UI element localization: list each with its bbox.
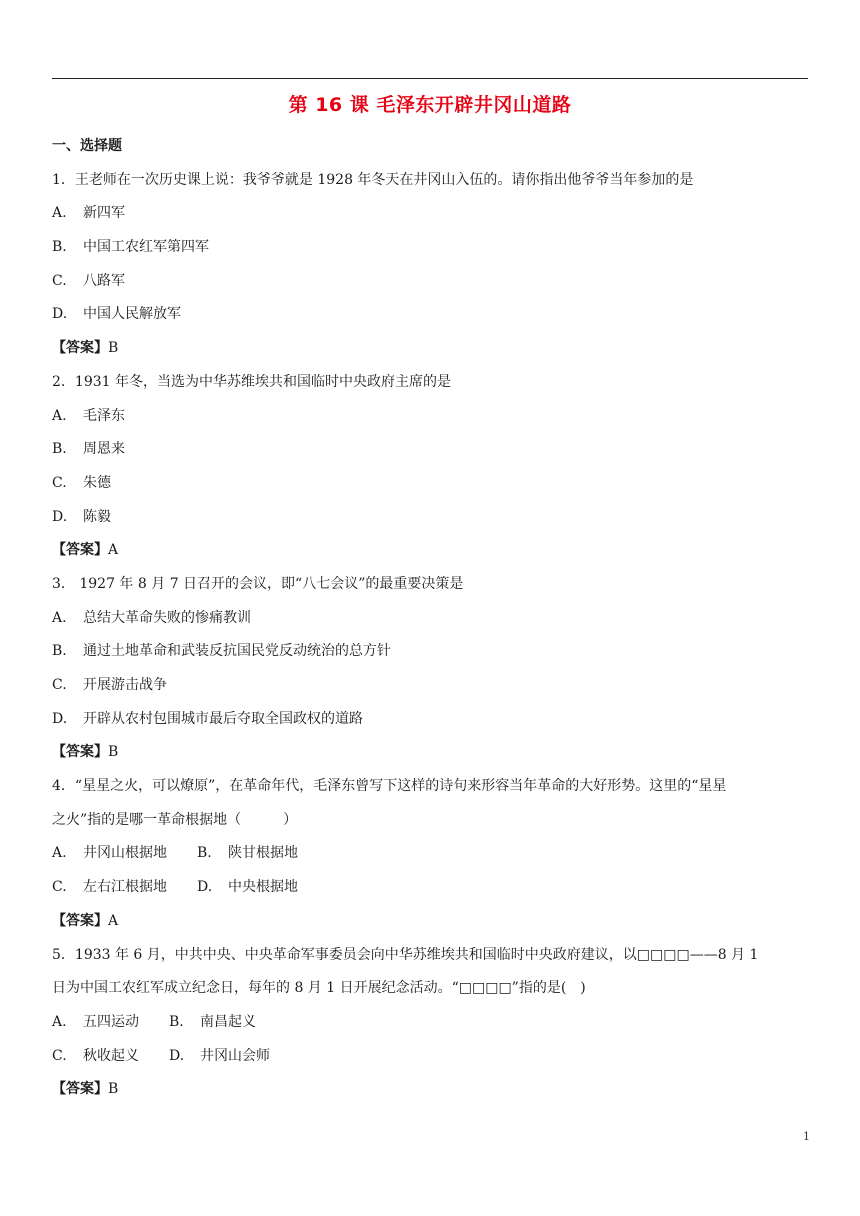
option-letter: C. — [52, 1047, 67, 1064]
answer-label: 【答案】 — [52, 1081, 108, 1098]
option-letter: A. — [52, 845, 67, 862]
option-d — [52, 703, 812, 737]
option-d — [52, 298, 812, 332]
option-letter: A. — [52, 205, 67, 222]
option-letter: B. — [52, 643, 67, 660]
lesson-title: 第 16 课 毛泽东开辟井冈山道路 — [288, 94, 572, 116]
option-text: 中国工农红军第四军 — [83, 239, 209, 256]
option-letter: C. — [52, 879, 67, 896]
option-text: 井冈山根据地 — [83, 845, 167, 862]
question-stem-line-2: 之火”指的是哪一革命根据地（ ） — [52, 811, 298, 828]
option-c — [52, 669, 812, 703]
option-b — [52, 231, 812, 265]
option-text: 南昌起义 — [200, 1013, 256, 1030]
option-text: 朱德 — [83, 474, 111, 491]
answer-value: B — [108, 1081, 119, 1098]
question-stem: 2．1931 年冬，当选为中华苏维埃共和国临时中央政府主席的是 — [52, 373, 451, 390]
answer-value: B — [108, 340, 119, 357]
answer-line — [52, 905, 812, 939]
option-a — [52, 602, 812, 636]
option-row-ab — [52, 837, 812, 871]
answer-line — [52, 534, 812, 568]
answer-line — [52, 1073, 812, 1107]
option-letter: C. — [52, 677, 67, 693]
question-stem-line-1: 5．1933 年 6 月，中共中央、中央革命军事委员会向中华苏维埃共和国临时中央政府建议，以□□□□——8 月 1 — [52, 946, 759, 963]
option-text: 通过土地革命和武装反抗国民党反动统治的总方针 — [83, 643, 391, 660]
option-text: 八路军 — [83, 272, 125, 289]
option-row-cd — [52, 871, 812, 905]
option-letter: A. — [52, 1013, 67, 1030]
question-list — [52, 130, 812, 1107]
option-text: 中国人民解放军 — [83, 306, 181, 323]
option-letter: D. — [52, 508, 68, 525]
option-a — [52, 400, 812, 434]
option-letter: D. — [52, 306, 68, 323]
option-a — [52, 197, 812, 231]
option-text: 新四军 — [83, 205, 125, 222]
option-letter: B. — [52, 441, 67, 458]
option-letter: D. — [52, 710, 68, 727]
option-text: 左右江根据地 — [83, 879, 167, 896]
option-d — [52, 501, 812, 535]
page-number: 1 — [803, 1130, 810, 1143]
option-text: 中央根据地 — [228, 879, 298, 896]
option-letter: A. — [52, 609, 67, 626]
option-letter: A. — [52, 407, 67, 424]
answer-value: A — [108, 542, 119, 559]
option-text: 秋收起义 — [83, 1047, 139, 1064]
option-letter: C. — [52, 272, 67, 289]
option-text: 井冈山会师 — [200, 1047, 270, 1064]
option-row-cd — [52, 1040, 812, 1074]
option-c — [52, 467, 812, 501]
answer-value: A — [108, 912, 119, 929]
option-row-ab — [52, 1006, 812, 1040]
answer-label: 【答案】 — [52, 744, 108, 761]
answer-label: 【答案】 — [52, 542, 108, 559]
option-letter: B. — [52, 239, 67, 256]
question-stem: 1．王老师在一次历史课上说：我爷爷就是 1928 年冬天在井冈山入伍的。请你指出他爷爷当年参加的是 — [52, 171, 694, 188]
option-letter: D. — [197, 879, 213, 896]
answer-value: B — [108, 744, 119, 761]
option-text: 陈毅 — [83, 508, 111, 525]
option-b — [52, 635, 812, 669]
option-letter: C. — [52, 474, 67, 491]
option-text: 开展游击战争 — [83, 677, 167, 693]
option-c — [52, 265, 812, 299]
option-b — [52, 433, 812, 467]
header-rule — [52, 78, 808, 79]
option-text: 开辟从农村包围城市最后夺取全国政权的道路 — [83, 710, 363, 727]
option-text: 总结大革命失败的惨痛教训 — [83, 609, 251, 626]
option-letter: B. — [169, 1013, 184, 1030]
option-text: 五四运动 — [83, 1013, 139, 1030]
answer-line — [52, 736, 812, 770]
question-stem-line-2: 日为中国工农红军成立纪念日，每年的 8 月 1 日开展纪念活动。“□□□□”指的是( ) — [52, 980, 586, 997]
question-stem: 3． 1927 年 8 月 7 日召开的会议，即“八七会议”的最重要决策是 — [52, 575, 464, 592]
option-text: 周恩来 — [83, 441, 125, 458]
section-heading: 一、选择题 — [52, 138, 122, 154]
answer-label: 【答案】 — [52, 912, 108, 929]
answer-label: 【答案】 — [52, 340, 108, 357]
option-letter: D. — [169, 1047, 185, 1064]
option-text: 陕甘根据地 — [228, 845, 298, 862]
option-letter: B. — [197, 845, 212, 862]
question-stem-line-1: 4．“星星之火，可以燎原”，在革命年代，毛泽东曾写下这样的诗句来形容当年革命的大好形势。这里的“星星 — [52, 778, 727, 795]
option-text: 毛泽东 — [83, 407, 125, 424]
answer-line — [52, 332, 812, 366]
